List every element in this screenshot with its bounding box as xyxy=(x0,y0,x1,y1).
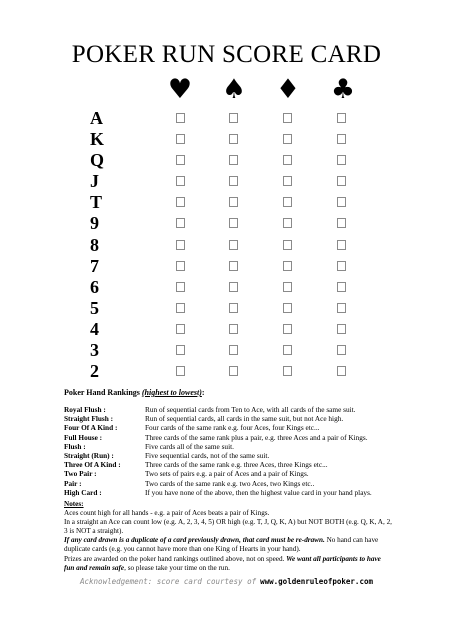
rank-row-4 xyxy=(0,319,453,340)
rank-row-t xyxy=(0,192,453,213)
page-title: POKER RUN SCORE CARD xyxy=(71,41,382,68)
checkbox-5-hearts[interactable] xyxy=(176,303,185,313)
hand-name: Royal Flush : xyxy=(64,405,106,414)
rank-row-7 xyxy=(0,256,453,277)
hand-ranking-row xyxy=(64,460,404,469)
hand-name: Straight (Run) : xyxy=(64,450,114,460)
rank-row-3 xyxy=(0,340,453,361)
hand-description: Five cards all of the same suit. xyxy=(145,441,234,451)
checkbox-7-spades[interactable] xyxy=(229,261,238,271)
rank-row-9 xyxy=(0,213,453,234)
checkbox-5-spades[interactable] xyxy=(229,303,238,313)
hand-ranking-row xyxy=(64,423,404,432)
checkbox-q-clubs[interactable] xyxy=(337,155,346,165)
checkbox-9-diamonds[interactable] xyxy=(283,218,292,228)
hand-description: Two sets of pairs e.g. a pair of Aces and a pair of Kings. xyxy=(145,469,309,479)
hand-description: Three cards of the same rank e.g. three Aces, three Kings etc... xyxy=(145,460,328,470)
checkbox-4-diamonds[interactable] xyxy=(283,324,292,334)
checkbox-k-hearts[interactable] xyxy=(176,134,185,144)
checkbox-5-diamonds[interactable] xyxy=(283,303,292,313)
checkbox-k-clubs[interactable] xyxy=(337,134,346,144)
hand-ranking-row xyxy=(64,433,404,442)
note-prizes-emphasis: We want all participants to have fun and remain safe xyxy=(64,554,381,572)
hand-name: Two Pair : xyxy=(64,469,97,479)
checkbox-a-clubs[interactable] xyxy=(337,113,346,123)
rank-label: 7 xyxy=(90,256,99,276)
diamonds-icon: ♦ xyxy=(275,74,301,105)
hand-ranking-row xyxy=(64,479,404,488)
rank-row-2 xyxy=(0,361,453,382)
checkbox-a-diamonds[interactable] xyxy=(283,113,292,123)
rank-label: 6 xyxy=(90,277,99,297)
checkbox-8-spades[interactable] xyxy=(229,240,238,250)
checkbox-t-clubs[interactable] xyxy=(337,197,346,207)
acknowledgement-url[interactable]: www.goldenruleofpoker.com xyxy=(260,577,373,586)
checkbox-9-clubs[interactable] xyxy=(337,218,346,228)
rankings-heading-colon: : xyxy=(201,388,205,397)
rankings-heading xyxy=(64,388,205,398)
rank-row-5 xyxy=(0,298,453,319)
rank-row-k xyxy=(0,129,453,150)
checkbox-j-hearts[interactable] xyxy=(176,176,185,186)
hand-name: Four Of A Kind : xyxy=(64,423,118,433)
checkbox-3-hearts[interactable] xyxy=(176,345,185,355)
hearts-icon: ♥ xyxy=(167,74,193,105)
acknowledgement-label: Acknowledgement: score card courtesy of xyxy=(80,577,257,586)
checkbox-a-hearts[interactable] xyxy=(176,113,185,123)
hand-ranking-row xyxy=(64,405,404,414)
checkbox-q-spades[interactable] xyxy=(229,155,238,165)
note-duplicates-emphasis: If any card drawn is a duplicate of a card previously drawn, that card must be re-drawn. xyxy=(64,536,325,545)
checkbox-2-diamonds[interactable] xyxy=(283,366,292,376)
hand-name: Three Of A Kind : xyxy=(64,460,121,470)
hand-name: Flush : xyxy=(64,441,86,451)
checkbox-q-hearts[interactable] xyxy=(176,155,185,165)
hand-ranking-row xyxy=(64,488,404,497)
checkbox-4-hearts[interactable] xyxy=(176,324,185,334)
hand-description: If you have none of the above, then the highest value card in your hand plays. xyxy=(145,487,372,497)
hand-name: Pair : xyxy=(64,478,82,488)
rank-label: 5 xyxy=(90,298,99,318)
hand-ranking-row xyxy=(64,414,404,423)
hand-description: Three cards of the same rank plus a pair, e.g. three Aces and a pair of Kings. xyxy=(145,432,368,442)
checkbox-7-diamonds[interactable] xyxy=(283,261,292,271)
checkbox-a-spades[interactable] xyxy=(229,113,238,123)
note-duplicates xyxy=(64,536,392,554)
hand-description: Five sequential cards, not of the same suit. xyxy=(145,450,270,460)
checkbox-2-clubs[interactable] xyxy=(337,366,346,376)
notes-section xyxy=(64,500,392,573)
note-straight-ace: In a straight an Ace can count low (e.g. A, 2, 3, 4, 5) OR high (e.g. T, J, Q, K, A) but NOT BOTH (e.g. Q, K, A, 2, 3 is NOT a straight). xyxy=(64,518,392,536)
checkbox-j-diamonds[interactable] xyxy=(283,176,292,186)
note-duplicates-rest: No hand can have duplicate cards (e.g. you cannot have more than one King of Hearts in your hand). xyxy=(64,536,379,554)
checkbox-k-diamonds[interactable] xyxy=(283,134,292,144)
checkbox-2-hearts[interactable] xyxy=(176,366,185,376)
checkbox-6-diamonds[interactable] xyxy=(283,282,292,292)
checkbox-3-spades[interactable] xyxy=(229,345,238,355)
checkbox-4-spades[interactable] xyxy=(229,324,238,334)
checkbox-6-hearts[interactable] xyxy=(176,282,185,292)
rank-label: J xyxy=(90,171,99,191)
hand-description: Run of sequential cards, all cards in the same suit, but not Ace high. xyxy=(145,414,344,424)
checkbox-6-clubs[interactable] xyxy=(337,282,346,292)
checkbox-9-spades[interactable] xyxy=(229,218,238,228)
rank-label: A xyxy=(90,108,103,128)
rank-label: 4 xyxy=(90,319,99,339)
hand-description: Run of sequential cards from Ten to Ace, with all cards of the same suit. xyxy=(145,405,356,414)
checkbox-8-hearts[interactable] xyxy=(176,240,185,250)
rank-label: 9 xyxy=(90,213,99,233)
checkbox-3-diamonds[interactable] xyxy=(283,345,292,355)
checkbox-8-clubs[interactable] xyxy=(337,240,346,250)
note-prizes-a: Prizes are awarded on the poker hand rankings outlined above, not on speed. xyxy=(64,554,287,563)
rank-row-j xyxy=(0,171,453,192)
note-prizes-b: , so please take your time on the run. xyxy=(124,563,230,572)
rank-label: 2 xyxy=(90,361,99,381)
checkbox-3-clubs[interactable] xyxy=(337,345,346,355)
rank-row-8 xyxy=(0,235,453,256)
hand-name: Full House : xyxy=(64,432,103,442)
rankings-heading-text: Poker Hand Rankings xyxy=(64,388,142,397)
checkbox-j-spades[interactable] xyxy=(229,176,238,186)
checkbox-j-clubs[interactable] xyxy=(337,176,346,186)
hand-description: Two cards of the same rank e.g. two Aces, two Kings etc.. xyxy=(145,478,315,488)
rank-label: T xyxy=(90,192,103,212)
notes-heading: Notes: xyxy=(64,500,84,508)
note-prizes xyxy=(64,555,392,573)
checkbox-6-spades[interactable] xyxy=(229,282,238,292)
hand-description: Four cards of the same rank e.g. four Aces, four Kings etc... xyxy=(145,423,320,433)
checkbox-4-clubs[interactable] xyxy=(337,324,346,334)
checkbox-7-clubs[interactable] xyxy=(337,261,346,271)
checkbox-t-diamonds[interactable] xyxy=(283,197,292,207)
acknowledgement xyxy=(0,577,453,587)
suit-header xyxy=(0,74,453,106)
hand-name: High Card : xyxy=(64,487,102,497)
rank-label: K xyxy=(90,129,105,149)
spades-icon: ♠ xyxy=(221,74,247,105)
rankings-heading-sub: (highest to lowest) xyxy=(141,388,202,397)
hand-ranking-row xyxy=(64,451,404,460)
hand-rankings-list xyxy=(64,405,404,497)
rank-row-q xyxy=(0,150,453,171)
hand-ranking-row xyxy=(64,442,404,451)
checkbox-q-diamonds[interactable] xyxy=(283,155,292,165)
checkbox-k-spades[interactable] xyxy=(229,134,238,144)
rank-row-a xyxy=(0,108,453,129)
checkbox-7-hearts[interactable] xyxy=(176,261,185,271)
rank-label: Q xyxy=(90,150,105,170)
clubs-icon: ♣ xyxy=(330,74,356,105)
checkbox-2-spades[interactable] xyxy=(229,366,238,376)
checkbox-t-hearts[interactable] xyxy=(176,197,185,207)
hand-name: Straight Flush : xyxy=(64,414,114,424)
note-aces-high: Aces count high for all hands - e.g. a pair of Aces beats a pair of Kings. xyxy=(64,509,270,518)
rank-row-6 xyxy=(0,277,453,298)
hand-ranking-row xyxy=(64,469,404,478)
checkbox-9-hearts[interactable] xyxy=(176,218,185,228)
checkbox-t-spades[interactable] xyxy=(229,197,238,207)
checkbox-8-diamonds[interactable] xyxy=(283,240,292,250)
rank-label: 8 xyxy=(90,235,99,255)
rank-label: 3 xyxy=(90,340,99,360)
checkbox-5-clubs[interactable] xyxy=(337,303,346,313)
